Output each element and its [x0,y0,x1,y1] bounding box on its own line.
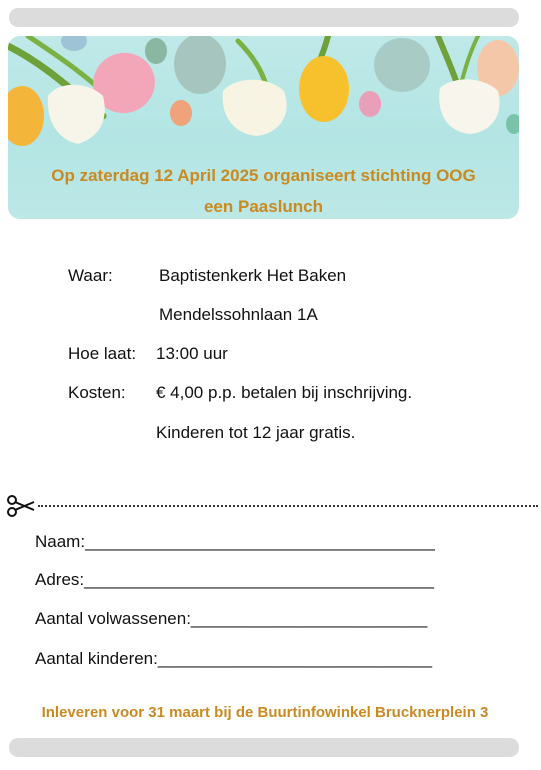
waar-value-address: Mendelssohnlaan 1A [159,305,318,324]
top-decorative-bar [9,8,519,27]
event-headline [8,160,519,219]
cut-line [38,505,538,507]
headline-line-2: een Paaslunch [203,197,324,216]
headline-line-1: Op zaterdag 12 April 2025 organiseert stichting OOG [51,166,476,185]
scissors-icon [6,495,36,517]
waar-value-location: Baptistenkerk Het Baken [159,266,347,285]
hoelaat-label: Hoe laat: [68,344,137,363]
waar-label: Waar: [68,266,113,285]
kosten-value-price: € 4,00 p.p. betalen bij inschrijving. [156,383,413,402]
volwassenen-field: Aantal volwassenen:_________________________ [35,609,428,628]
return-instruction: Inleveren voor 31 maart bij de Buurtinfowinkel Brucknerplein 3 [41,704,489,721]
kosten-value-children: Kinderen tot 12 jaar gratis. [156,423,356,442]
kosten-label: Kosten: [68,383,126,402]
adres-field: Adres:_____________________________________ [35,570,434,589]
kinderen-field: Aantal kinderen:_____________________________ [35,649,433,668]
easter-banner [8,36,519,219]
naam-field: Naam:_____________________________________ [35,532,435,551]
bottom-decorative-bar [9,738,519,757]
hoelaat-value: 13:00 uur [156,344,228,363]
